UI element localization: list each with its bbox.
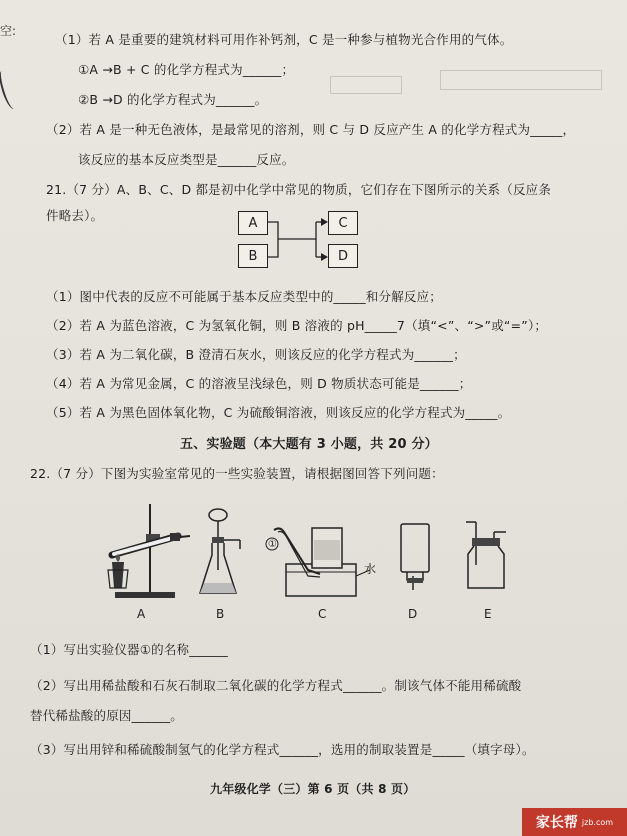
q22-sub2-line1: （2）写出用稀盐酸和石灰石制取二氧化碳的化学方程式______。制该气体不能用稀硫酸 (30, 678, 522, 693)
q20-part2b: 该反应的基本反应类型是______反应。 (78, 152, 295, 167)
q21-sub2: （2）若 A 为蓝色溶液，C 为氢氧化铜，则 B 溶液的 pH_____7（填“<”、“>”或“=”）； (46, 318, 548, 333)
box-c: C (328, 211, 358, 235)
q20-part2: （2）若 A 是一种无色液体，是最常见的溶剂，则 C 与 D 反应产生 A 的化学方程式为_____， (46, 122, 576, 137)
instrument-marker-1: ① (268, 539, 277, 550)
apparatus-b-drawing (198, 505, 253, 605)
bleed-through-box (330, 76, 402, 94)
q20-eq1: ①A →B + C 的化学方程式为______； (78, 62, 295, 77)
page-footer: 九年级化学（三）第 6 页（共 8 页） (210, 782, 416, 796)
bleed-through-box (440, 70, 602, 90)
box-d: D (328, 244, 358, 268)
box-a: A (238, 211, 268, 235)
diagram-connectors (268, 212, 330, 270)
handwritten-mark (0, 69, 19, 111)
q21-sub5: （5）若 A 为黑色固体氧化物，C 为硫酸铜溶液，则该反应的化学方程式为_____。 (46, 405, 511, 420)
apparatus-label-b: B (216, 607, 225, 621)
apparatus-d-drawing (395, 520, 435, 595)
q21-sub3: （3）若 A 为二氧化碳，B 澄清石灰水，则该反应的化学方程式为______； (46, 347, 466, 362)
apparatus-label-d: D (408, 607, 418, 621)
watermark-name: 家长帮 (535, 815, 578, 831)
box-b: B (238, 244, 268, 268)
q21-stem-line1: 21.（7 分）A、B、C、D 都是初中化学中常见的物质，它们存在下图所示的关系（反应条 (46, 182, 552, 197)
q20-eq2: ②B →D 的化学方程式为______。 (78, 92, 268, 107)
q21-stem-line2: 件略去）。 (46, 208, 104, 223)
watermark-logo (522, 808, 627, 836)
q22-stem: 22.（7 分）下图为实验室常见的一些实验装置，请根据图回答下列问题： (30, 466, 444, 481)
apparatus-label-c: C (318, 607, 327, 621)
q21-sub1: （1）图中代表的反应不可能属于基本反应类型中的_____和分解反应； (46, 289, 443, 304)
water-label: 水 (364, 562, 377, 576)
q20-part1: （1）若 A 是重要的建筑材料可用作补钙剂，C 是一种参与植物光合作用的气体。 (55, 32, 513, 47)
section-five-heading: 五、实验题（本大题有 3 小题，共 20 分） (180, 437, 438, 452)
q22-sub1: （1）写出实验仪器①的名称______ (30, 642, 228, 657)
q22-sub2-line2: 替代稀盐酸的原因______。 (30, 708, 184, 723)
watermark-url: jzb.com (581, 817, 614, 827)
apparatus-label-e: E (484, 607, 492, 621)
q22-sub3: （3）写出用锌和稀硫酸制氢气的化学方程式______，选用的制取装置是_____（填字母）。 (30, 742, 535, 757)
apparatus-a-drawing (100, 500, 190, 605)
apparatus-e-drawing (462, 520, 512, 595)
q21-sub4: （4）若 A 为常见金属，C 的溶液呈浅绿色，则 D 物质状态可能是______； (46, 376, 472, 391)
margin-fragment: 空: (0, 24, 17, 38)
apparatus-label-a: A (137, 607, 146, 621)
